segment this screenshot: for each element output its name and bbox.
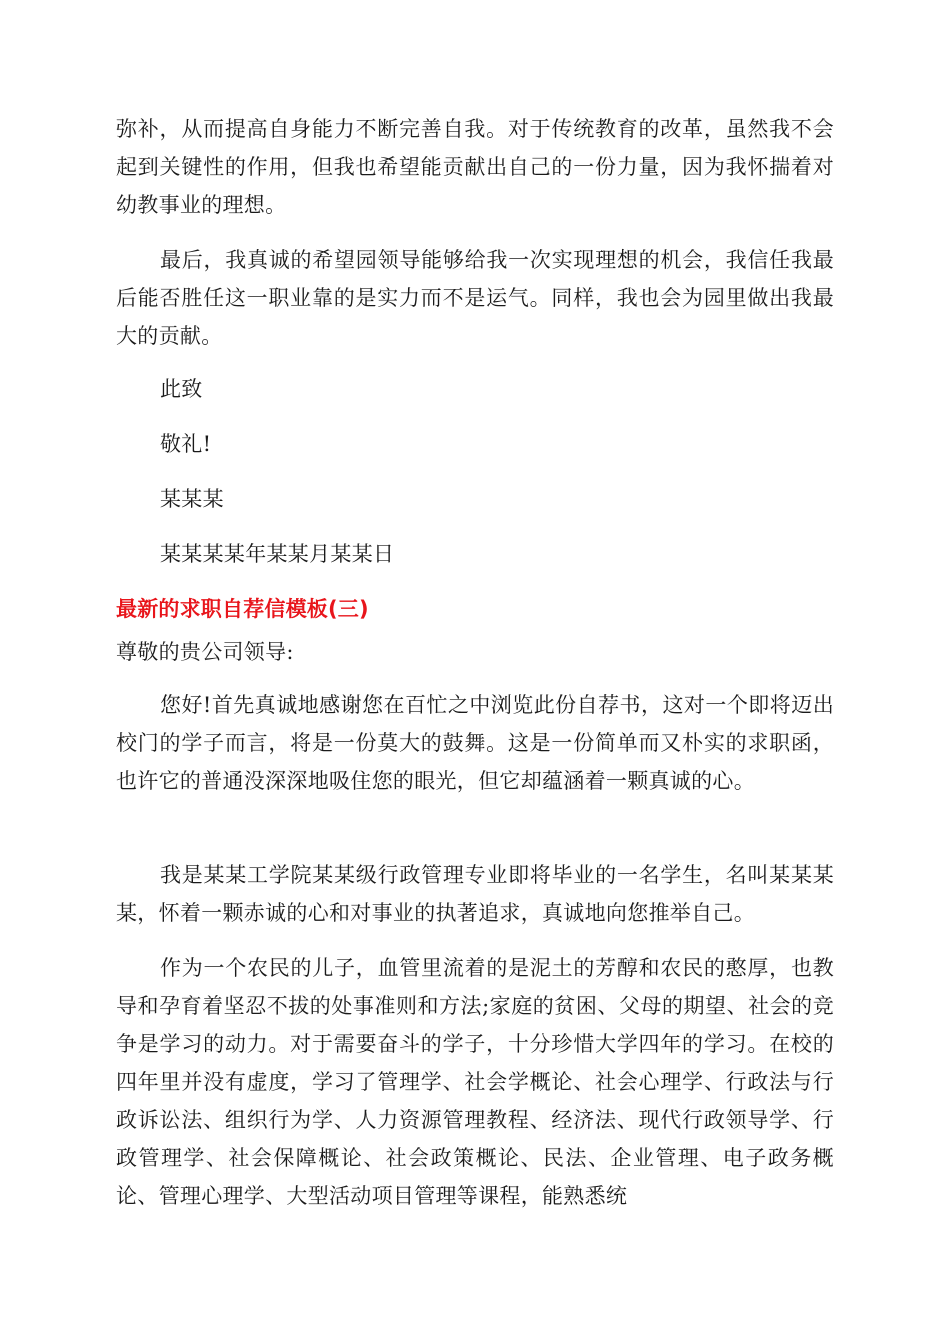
salutation: 尊敬的贵公司领导: [116, 640, 294, 664]
section-heading: 最新的求职自荐信模板(三) [116, 597, 369, 621]
paragraph-introduction: 我是某某工学院某某级行政管理专业即将毕业的一名学生，名叫某某某某，怀着一颗赤诚的心和对事业的执著追求，真诚地向您推举自己。 [116, 863, 834, 925]
closing-phrase-1: 此致 [160, 377, 203, 401]
paragraph-continued: 弥补，从而提高自身能力不断完善自我。对于传统教育的改革，虽然我不会起到关键性的作用，但我也希望能贡献出自己的一份力量，因为我怀揣着对幼教事业的理想。 [116, 117, 834, 217]
paragraph-background: 作为一个农民的儿子，血管里流着的是泥土的芳醇和农民的憨厚，也教导和孕育着坚忍不拔的处事准则和方法;家庭的贫困、父母的期望、社会的竞争是学习的动力。对于需要奋斗的学子，十分珍惜大学四年的学习。在校的四年里并没有虚度，学习了管理学、社会学概论、社会心理学、行政法与行政诉讼法、组织行为学、人力资源管理教程、经济法、现代行政领导学、行政管理学、社会保障概论、社会政策概论、民法、企业管理、电子政务概论、管理心理学、大型活动项目管理等课程，能熟悉统 [116, 956, 834, 1208]
signature: 某某某 [160, 487, 224, 511]
closing-phrase-2: 敬礼! [160, 432, 212, 456]
paragraph-greeting: 您好!首先真诚地感谢您在百忙之中浏览此份自荐书，这对一个即将迈出校门的学子而言，将是一份莫大的鼓舞。这是一份简单而又朴实的求职函，也许它的普通没深深地吸住您的眼光，但它却蕴涵着一颗真诚的心。 [116, 693, 834, 793]
paragraph-closing-wish: 最后，我真诚的希望园领导能够给我一次实现理想的机会，我信任我最后能否胜任这一职业靠的是实力而不是运气。同样，我也会为园里做出我最大的贡献。 [116, 248, 834, 348]
date-line: 某某某某年某某月某某日 [160, 542, 395, 566]
